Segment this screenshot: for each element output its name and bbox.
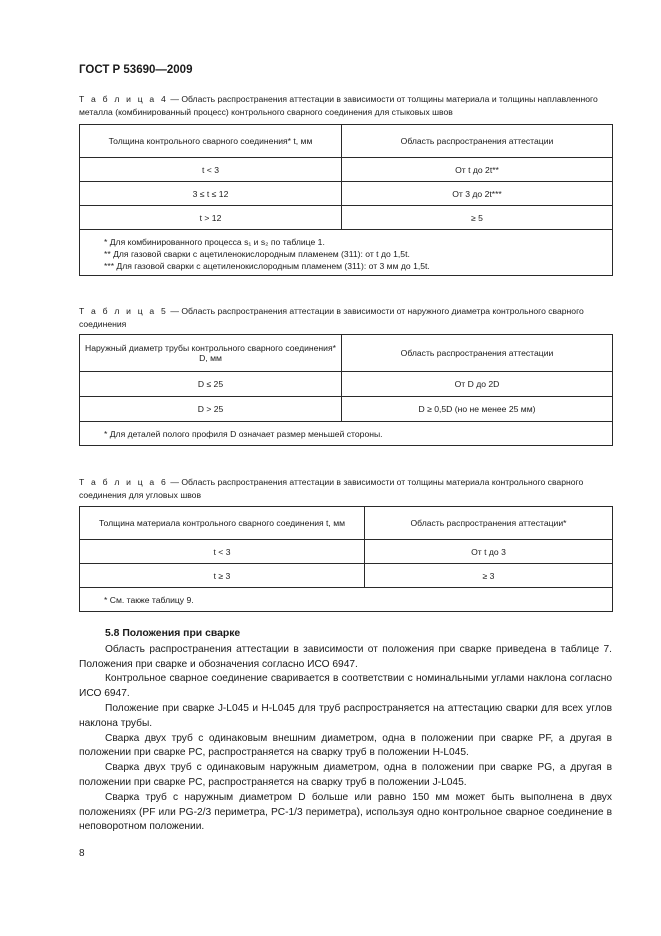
table4-header-row — [80, 125, 613, 158]
table4-note: *** Для газовой сварки с ацетиленокислородным пламенем (311): от 3 мм до 1,5t. — [104, 261, 430, 271]
table-row — [80, 397, 613, 422]
table5-cell: D > 25 — [80, 397, 342, 422]
section-paragraph: Сварка двух труб с одинаковым наружным диаметром, одна в положении при сварке PG, а другая в положении при сварке PC, распространяется на сварку труб в положении J-L045. — [79, 762, 612, 788]
table5 — [79, 334, 613, 446]
table5-header-row — [80, 335, 613, 372]
table-row — [80, 540, 613, 564]
table5-header-cell: Область распространения аттестации — [342, 335, 613, 372]
section-5-8 — [79, 627, 612, 835]
table4-cell: 3 ≤ t ≤ 12 — [80, 182, 342, 206]
table4-cell: От t до 2t** — [342, 158, 613, 182]
table5-note: * Для деталей полого профиля D означает размер меньшей стороны. — [104, 429, 383, 439]
section-paragraph: Сварка двух труб с одинаковым внешним диаметром, одна в положении при сварке PF, а другая в положении при сварке PC, распространяется на сварку труб в положении H-L045. — [79, 732, 612, 759]
table5-header-cell: Наружный диаметр трубы контрольного сварного соединения* D, мм — [80, 335, 342, 372]
table6-label: Т а б л и ц а 6 — [79, 477, 168, 487]
table6-notes-row — [80, 588, 613, 612]
section-paragraph: Контрольное сварное соединение сваривается в соответствии с номинальными углами наклона согласно ИСО 6947. — [79, 673, 612, 700]
table5-cell: D ≤ 25 — [80, 372, 342, 397]
table6-header-cell: Область распространения аттестации* — [365, 507, 613, 540]
table4-cell: ≥ 5 — [342, 206, 613, 230]
table6-header-cell: Толщина материала контрольного сварного соединения t, мм — [80, 507, 365, 540]
section-paragraph: Сварка труб с наружным диаметром D больше или равно 150 мм может быть выполнена в двух положениях (PF или PG-2/3 периметра, PC-1/3 периметра), используя одно контрольное сварное соединение в неповоротном положении. — [79, 791, 612, 833]
table4 — [79, 124, 613, 276]
table5-label: Т а б л и ц а 5 — [79, 306, 168, 316]
table6-caption — [79, 476, 612, 502]
table6-cell: От t до 3 — [365, 540, 613, 564]
table4-cell: t > 12 — [80, 206, 342, 230]
table4-cell: t < 3 — [80, 158, 342, 182]
section-paragraph: Область распространения аттестации в зависимости от положения при сварке приведена в таблице 7. Положения при сварке и обозначения согласно ИСО 6947. — [79, 643, 612, 670]
table-row — [80, 206, 613, 230]
table5-caption-text: — Область распространения аттестации в зависимости от наружного диаметра контрольного сварного соединения — [79, 306, 584, 329]
table4-notes-row — [80, 230, 613, 276]
section-heading: 5.8 Положения при сварке — [105, 628, 241, 639]
section-paragraph: Положение при сварке J-L045 и H-L045 для труб распространяется на аттестацию сварки для всех углов наклона трубы. — [79, 702, 612, 729]
table6-note: * См. также таблицу 9. — [104, 595, 194, 605]
table4-label: Т а б л и ц а 4 — [79, 94, 168, 104]
table5-notes — [80, 422, 613, 446]
table4-caption — [79, 93, 612, 119]
table4-note: * Для комбинированного процесса s₁ и s₂ по таблице 1. — [104, 237, 325, 247]
document-header: ГОСТ Р 53690—2009 — [79, 64, 193, 76]
table4-header-cell: Область распространения аттестации — [342, 125, 613, 158]
table6 — [79, 506, 613, 612]
table-row — [80, 372, 613, 397]
table5-cell: От D до 2D — [342, 372, 613, 397]
table5-notes-row — [80, 422, 613, 446]
table6-caption-text: — Область распространения аттестации в зависимости от толщины материала контрольного сварного соединения для угловых швов — [79, 477, 584, 500]
table4-caption-text: — Область распространения аттестации в зависимости от толщины материала и толщины наплавленного металла (комбинированный процесс) контрольного сварного соединения для стыковых швов — [79, 94, 598, 117]
table-row — [80, 182, 613, 206]
page-number: 8 — [79, 848, 85, 859]
table6-cell: ≥ 3 — [365, 564, 613, 588]
table4-notes — [80, 230, 613, 276]
table5-caption — [79, 305, 612, 331]
table6-cell: t ≥ 3 — [80, 564, 365, 588]
table6-header-row — [80, 507, 613, 540]
table5-cell: D ≥ 0,5D (но не менее 25 мм) — [342, 397, 613, 422]
table4-cell: От 3 до 2t*** — [342, 182, 613, 206]
table4-header-cell: Толщина контрольного сварного соединения* t, мм — [80, 125, 342, 158]
table6-cell: t < 3 — [80, 540, 365, 564]
table6-notes — [80, 588, 613, 612]
table-row — [80, 158, 613, 182]
table-row — [80, 564, 613, 588]
table4-note: ** Для газовой сварки с ацетиленокислородным пламенем (311): от t до 1,5t. — [104, 249, 410, 259]
